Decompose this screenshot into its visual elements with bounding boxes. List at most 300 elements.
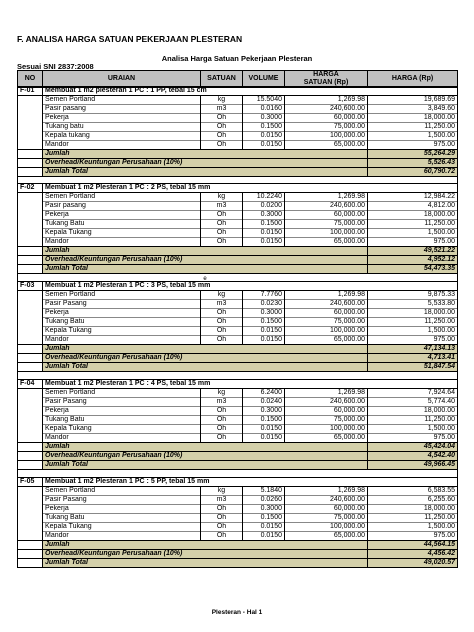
item-unit: m3 — [201, 202, 243, 211]
item-row — [18, 211, 458, 220]
item-code-cell — [18, 193, 43, 202]
item-volume: 0.1500 — [243, 318, 285, 327]
item-name: Tukang Batu — [43, 416, 201, 425]
item-row — [18, 114, 458, 123]
item-volume: 0.0150 — [243, 425, 285, 434]
item-row — [18, 505, 458, 514]
item-amount: 7,924.64 — [368, 389, 458, 398]
summary-label: Jumlah Total — [43, 265, 368, 274]
item-unit: kg — [201, 96, 243, 105]
item-amount: 11,250.00 — [368, 220, 458, 229]
item-code-cell — [18, 220, 43, 229]
item-row — [18, 291, 458, 300]
header-harga-line1: HARGA — [313, 71, 339, 78]
section-title: Membuat 1 m2 Plesteran 1 PC : 4 PS, tebal 15 mm — [43, 380, 458, 389]
item-unit: Oh — [201, 238, 243, 247]
document-title: F. ANALISA HARGA SATUAN PEKERJAAN PLESTERAN — [17, 34, 243, 44]
item-volume: 0.0150 — [243, 434, 285, 443]
item-row — [18, 416, 458, 425]
item-unit-price: 60,000.00 — [285, 114, 368, 123]
item-amount: 975.00 — [368, 238, 458, 247]
summary-label: Jumlah Total — [43, 461, 368, 470]
section-title: Membuat 1 m2 Plesteran 1 PC : 2 PS, tebal 15 mm — [43, 184, 458, 193]
item-unit-price: 240,600.00 — [285, 398, 368, 407]
item-code-cell — [18, 523, 43, 532]
summary-value: 49,020.57 — [368, 559, 458, 568]
section-header-row — [18, 282, 458, 291]
item-code-cell — [18, 300, 43, 309]
item-row — [18, 132, 458, 141]
item-amount: 3,849.60 — [368, 105, 458, 114]
item-row — [18, 238, 458, 247]
item-unit-price: 1,269.98 — [285, 193, 368, 202]
item-unit-price: 240,600.00 — [285, 496, 368, 505]
item-code-cell — [18, 327, 43, 336]
item-code-cell — [18, 505, 43, 514]
summary-value: 4,952.12 — [368, 256, 458, 265]
item-amount: 9,875.33 — [368, 291, 458, 300]
item-volume: 0.1500 — [243, 416, 285, 425]
item-unit: Oh — [201, 309, 243, 318]
jumlah-row — [18, 150, 458, 159]
item-unit-price: 100,000.00 — [285, 425, 368, 434]
item-amount: 5,533.80 — [368, 300, 458, 309]
item-name: Pasir Pasang — [43, 300, 201, 309]
summary-code-cell — [18, 168, 43, 177]
item-code-cell — [18, 291, 43, 300]
item-code-cell — [18, 309, 43, 318]
item-name: Pekerja — [43, 211, 201, 220]
item-volume: 0.3000 — [243, 505, 285, 514]
item-name: Kepala tukang — [43, 132, 201, 141]
jumlah-row — [18, 541, 458, 550]
item-unit-price: 1,269.98 — [285, 96, 368, 105]
section-table — [17, 477, 458, 568]
item-row — [18, 318, 458, 327]
summary-value: 55,264.29 — [368, 150, 458, 159]
summary-value: 45,424.04 — [368, 443, 458, 452]
summary-code-cell — [18, 363, 43, 372]
summary-code-cell — [18, 461, 43, 470]
summary-code-cell — [18, 247, 43, 256]
item-volume: 0.0200 — [243, 202, 285, 211]
item-unit-price: 60,000.00 — [285, 211, 368, 220]
item-row — [18, 229, 458, 238]
item-row — [18, 202, 458, 211]
item-amount: 6,583.55 — [368, 487, 458, 496]
item-unit: m3 — [201, 300, 243, 309]
item-code-cell — [18, 211, 43, 220]
item-code-cell — [18, 407, 43, 416]
item-amount: 11,250.00 — [368, 514, 458, 523]
item-unit: Oh — [201, 434, 243, 443]
item-row — [18, 398, 458, 407]
item-name: Semen Portland — [43, 193, 201, 202]
summary-label: Overhead/Keuntungan Perusahaan (10%) — [43, 159, 368, 168]
item-name: Semen Portland — [43, 291, 201, 300]
item-row — [18, 496, 458, 505]
item-amount: 18,000.00 — [368, 309, 458, 318]
item-row — [18, 389, 458, 398]
item-row — [18, 523, 458, 532]
item-unit: Oh — [201, 327, 243, 336]
item-name: Mandor — [43, 532, 201, 541]
item-volume: 5.1840 — [243, 487, 285, 496]
overhead-row — [18, 159, 458, 168]
item-unit-price: 75,000.00 — [285, 416, 368, 425]
item-volume: 0.0160 — [243, 105, 285, 114]
item-unit-price: 75,000.00 — [285, 220, 368, 229]
section-table — [17, 183, 458, 284]
summary-label: Jumlah — [43, 541, 368, 550]
item-volume: 0.0150 — [243, 132, 285, 141]
item-unit-price: 100,000.00 — [285, 132, 368, 141]
item-amount: 18,000.00 — [368, 211, 458, 220]
item-code-cell — [18, 132, 43, 141]
item-amount: 11,250.00 — [368, 416, 458, 425]
summary-value: 54,473.35 — [368, 265, 458, 274]
item-code-cell — [18, 141, 43, 150]
summary-label: Jumlah — [43, 443, 368, 452]
item-amount: 11,250.00 — [368, 123, 458, 132]
overhead-row — [18, 550, 458, 559]
item-volume: 0.0150 — [243, 229, 285, 238]
item-unit: Oh — [201, 407, 243, 416]
jumlah-row — [18, 443, 458, 452]
item-unit-price: 60,000.00 — [285, 407, 368, 416]
item-code-cell — [18, 96, 43, 105]
summary-label: Jumlah Total — [43, 168, 368, 177]
item-unit: Oh — [201, 220, 243, 229]
item-unit-price: 100,000.00 — [285, 327, 368, 336]
section-header-row — [18, 380, 458, 389]
header-satuan: SATUAN — [201, 71, 243, 88]
item-amount: 975.00 — [368, 532, 458, 541]
item-amount: 18,000.00 — [368, 505, 458, 514]
item-code-cell — [18, 105, 43, 114]
section-title: Membuat 1 m2 plesteran 1 PC : 1 PP, tebal 15 cm — [43, 87, 458, 96]
item-name: Pasir Pasang — [43, 496, 201, 505]
total-row — [18, 265, 458, 274]
item-name: Tukang Batu — [43, 514, 201, 523]
section-table — [17, 86, 458, 187]
item-name: Semen Portland — [43, 96, 201, 105]
item-name: Tukang batu — [43, 123, 201, 132]
total-row — [18, 559, 458, 568]
section-header-row — [18, 478, 458, 487]
item-code-cell — [18, 416, 43, 425]
item-unit-price: 75,000.00 — [285, 514, 368, 523]
item-amount: 19,689.69 — [368, 96, 458, 105]
summary-code-cell — [18, 354, 43, 363]
item-amount: 1,500.00 — [368, 132, 458, 141]
item-unit: Oh — [201, 416, 243, 425]
item-volume: 0.3000 — [243, 407, 285, 416]
item-code-cell — [18, 514, 43, 523]
item-amount: 12,984.22 — [368, 193, 458, 202]
item-row — [18, 336, 458, 345]
item-unit-price: 60,000.00 — [285, 309, 368, 318]
item-row — [18, 105, 458, 114]
item-unit-price: 240,600.00 — [285, 202, 368, 211]
item-row — [18, 193, 458, 202]
item-unit-price: 240,600.00 — [285, 105, 368, 114]
overhead-row — [18, 452, 458, 461]
section-table — [17, 379, 458, 480]
item-amount: 4,812.00 — [368, 202, 458, 211]
summary-label: Overhead/Keuntungan Perusahaan (10%) — [43, 452, 368, 461]
item-name: Mandor — [43, 141, 201, 150]
summary-value: 4,456.42 — [368, 550, 458, 559]
header-no: NO — [18, 71, 43, 88]
item-code-cell — [18, 398, 43, 407]
item-row — [18, 309, 458, 318]
item-name: Pekerja — [43, 309, 201, 318]
item-name: Semen Portland — [43, 389, 201, 398]
summary-value: 5,526.43 — [368, 159, 458, 168]
item-volume: 0.0150 — [243, 532, 285, 541]
item-name: Kepala Tukang — [43, 425, 201, 434]
item-unit: m3 — [201, 105, 243, 114]
item-unit: Oh — [201, 336, 243, 345]
item-unit: Oh — [201, 132, 243, 141]
summary-code-cell — [18, 345, 43, 354]
section-header-row — [18, 87, 458, 96]
item-amount: 1,500.00 — [368, 523, 458, 532]
item-unit-price: 65,000.00 — [285, 238, 368, 247]
item-name: Tukang Batu — [43, 220, 201, 229]
item-row — [18, 425, 458, 434]
item-unit: Oh — [201, 123, 243, 132]
item-volume: 15.5040 — [243, 96, 285, 105]
header-uraian: URAIAN — [43, 71, 201, 88]
item-amount: 18,000.00 — [368, 114, 458, 123]
item-row — [18, 514, 458, 523]
item-unit: m3 — [201, 496, 243, 505]
summary-code-cell — [18, 256, 43, 265]
summary-code-cell — [18, 452, 43, 461]
item-unit: Oh — [201, 318, 243, 327]
section-code: F-02 — [18, 184, 43, 193]
summary-label: Jumlah — [43, 345, 368, 354]
item-row — [18, 407, 458, 416]
item-amount: 11,250.00 — [368, 318, 458, 327]
summary-value: 4,713.41 — [368, 354, 458, 363]
summary-label: Overhead/Keuntungan Perusahaan (10%) — [43, 354, 368, 363]
section-code: F-05 — [18, 478, 43, 487]
item-code-cell — [18, 202, 43, 211]
item-row — [18, 141, 458, 150]
item-volume: 0.3000 — [243, 211, 285, 220]
item-name: Semen Portland — [43, 487, 201, 496]
item-name: Mandor — [43, 238, 201, 247]
item-row — [18, 434, 458, 443]
summary-value: 47,134.13 — [368, 345, 458, 354]
section-code: F-03 — [18, 282, 43, 291]
item-code-cell — [18, 425, 43, 434]
section-header-row — [18, 184, 458, 193]
item-name: Pekerja — [43, 114, 201, 123]
item-unit-price: 75,000.00 — [285, 318, 368, 327]
item-volume: 10.2240 — [243, 193, 285, 202]
item-name: Pasir pasang — [43, 105, 201, 114]
item-unit: Oh — [201, 141, 243, 150]
item-unit: kg — [201, 291, 243, 300]
table-subtitle: Analisa Harga Satuan Pekerjaan Plesteran — [161, 54, 313, 63]
summary-value: 49,966.45 — [368, 461, 458, 470]
header-harga-line2: SATUAN (Rp) — [303, 79, 349, 86]
section-table — [17, 281, 458, 382]
summary-code-cell — [18, 541, 43, 550]
item-unit: Oh — [201, 514, 243, 523]
item-name: Mandor — [43, 434, 201, 443]
summary-label: Jumlah — [43, 150, 368, 159]
item-code-cell — [18, 434, 43, 443]
overhead-row — [18, 354, 458, 363]
item-amount: 1,500.00 — [368, 229, 458, 238]
item-unit: Oh — [201, 229, 243, 238]
item-row — [18, 123, 458, 132]
item-unit: Oh — [201, 532, 243, 541]
item-unit-price: 1,269.98 — [285, 291, 368, 300]
item-unit-price: 65,000.00 — [285, 532, 368, 541]
summary-label: Overhead/Keuntungan Perusahaan (10%) — [43, 256, 368, 265]
item-volume: 0.0230 — [243, 300, 285, 309]
item-amount: 975.00 — [368, 141, 458, 150]
page-footer: Plesteran - Hal 1 — [211, 609, 263, 616]
header-harga-satuan — [285, 71, 368, 88]
item-amount: 975.00 — [368, 336, 458, 345]
item-volume: 0.3000 — [243, 309, 285, 318]
summary-code-cell — [18, 265, 43, 274]
item-code-cell — [18, 487, 43, 496]
item-volume: 0.0150 — [243, 336, 285, 345]
item-amount: 975.00 — [368, 434, 458, 443]
summary-value: 51,847.54 — [368, 363, 458, 372]
item-unit: Oh — [201, 425, 243, 434]
item-name: Pasir Pasang — [43, 398, 201, 407]
summary-label: Jumlah Total — [43, 363, 368, 372]
item-volume: 0.0150 — [243, 523, 285, 532]
header-jumlah-harga: HARGA (Rp) — [368, 71, 458, 88]
item-row — [18, 532, 458, 541]
summary-code-cell — [18, 550, 43, 559]
summary-value: 44,564.15 — [368, 541, 458, 550]
item-amount: 1,500.00 — [368, 425, 458, 434]
item-volume: 0.1500 — [243, 514, 285, 523]
item-volume: 0.0150 — [243, 327, 285, 336]
item-code-cell — [18, 389, 43, 398]
header-volume: VOLUME — [243, 71, 285, 88]
item-amount: 6,255.60 — [368, 496, 458, 505]
item-unit: kg — [201, 389, 243, 398]
item-name: Kepala Tukang — [43, 327, 201, 336]
item-name: Kepala Tukang — [43, 523, 201, 532]
section-code: F-01 — [18, 87, 43, 96]
section-title: Membuat 1 m2 Plesteran 1 PC : 3 PS, tebal 15 mm — [43, 282, 458, 291]
summary-label: Overhead/Keuntungan Perusahaan (10%) — [43, 550, 368, 559]
item-amount: 5,774.40 — [368, 398, 458, 407]
item-row — [18, 300, 458, 309]
item-unit-price: 65,000.00 — [285, 141, 368, 150]
summary-code-cell — [18, 443, 43, 452]
item-volume: 0.0260 — [243, 496, 285, 505]
gap-mark: e — [203, 276, 207, 282]
item-row — [18, 327, 458, 336]
summary-code-cell — [18, 150, 43, 159]
summary-value: 60,790.72 — [368, 168, 458, 177]
item-unit: Oh — [201, 523, 243, 532]
item-code-cell — [18, 229, 43, 238]
item-name: Mandor — [43, 336, 201, 345]
item-code-cell — [18, 336, 43, 345]
item-name: Tukang Batu — [43, 318, 201, 327]
item-unit: Oh — [201, 505, 243, 514]
item-volume: 0.1500 — [243, 220, 285, 229]
summary-value: 4,542.40 — [368, 452, 458, 461]
item-volume: 0.0240 — [243, 398, 285, 407]
total-row — [18, 461, 458, 470]
item-unit-price: 65,000.00 — [285, 434, 368, 443]
summary-code-cell — [18, 159, 43, 168]
item-code-cell — [18, 114, 43, 123]
section-title: Membuat 1 m2 Plesteran 1 PC : 5 PP, tebal 15 mm — [43, 478, 458, 487]
item-name: Pekerja — [43, 407, 201, 416]
total-row — [18, 363, 458, 372]
summary-value: 49,521.22 — [368, 247, 458, 256]
item-unit-price: 1,269.98 — [285, 389, 368, 398]
item-code-cell — [18, 318, 43, 327]
standard-reference: Sesuai SNI 2837:2008 — [17, 62, 94, 71]
item-volume: 7.7760 — [243, 291, 285, 300]
item-code-cell — [18, 123, 43, 132]
item-amount: 1,500.00 — [368, 327, 458, 336]
item-row — [18, 220, 458, 229]
summary-label: Jumlah Total — [43, 559, 368, 568]
jumlah-row — [18, 345, 458, 354]
jumlah-row — [18, 247, 458, 256]
item-row — [18, 96, 458, 105]
overhead-row — [18, 256, 458, 265]
item-name: Pasir pasang — [43, 202, 201, 211]
item-volume: 6.2400 — [243, 389, 285, 398]
item-code-cell — [18, 496, 43, 505]
summary-code-cell — [18, 559, 43, 568]
item-amount: 18,000.00 — [368, 407, 458, 416]
total-row — [18, 168, 458, 177]
section-code: F-04 — [18, 380, 43, 389]
item-unit-price: 65,000.00 — [285, 336, 368, 345]
item-unit: Oh — [201, 211, 243, 220]
item-unit-price: 1,269.98 — [285, 487, 368, 496]
item-unit: kg — [201, 487, 243, 496]
item-row — [18, 487, 458, 496]
item-name: Kepala Tukang — [43, 229, 201, 238]
item-unit: m3 — [201, 398, 243, 407]
item-unit: Oh — [201, 114, 243, 123]
item-name: Pekerja — [43, 505, 201, 514]
item-unit-price: 240,600.00 — [285, 300, 368, 309]
item-volume: 0.3000 — [243, 114, 285, 123]
item-code-cell — [18, 238, 43, 247]
item-volume: 0.0150 — [243, 141, 285, 150]
item-unit-price: 60,000.00 — [285, 505, 368, 514]
item-unit-price: 100,000.00 — [285, 523, 368, 532]
item-code-cell — [18, 532, 43, 541]
item-unit-price: 75,000.00 — [285, 123, 368, 132]
item-unit: kg — [201, 193, 243, 202]
item-unit-price: 100,000.00 — [285, 229, 368, 238]
